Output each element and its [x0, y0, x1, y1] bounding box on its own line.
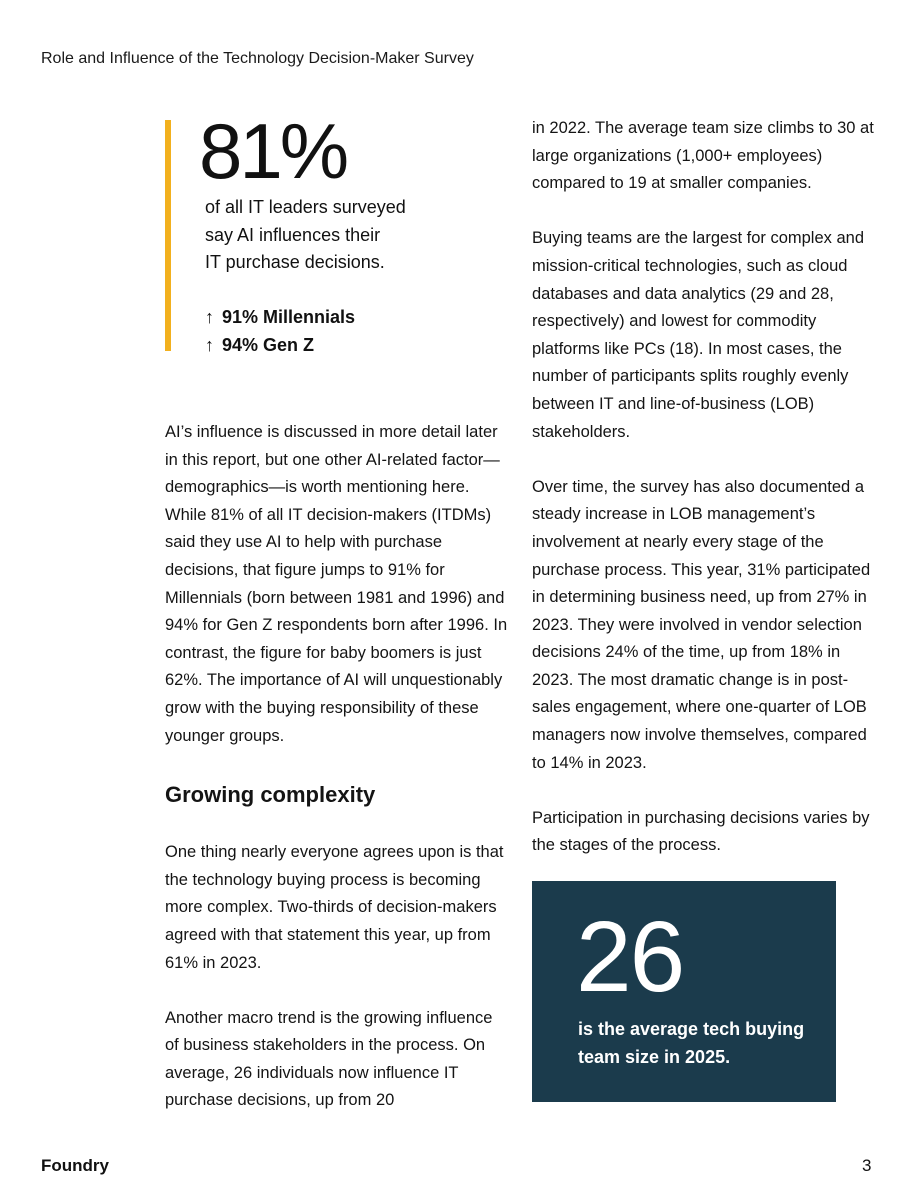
callout-line: IT purchase decisions. [205, 252, 385, 272]
paragraph-macro-trend: Another macro trend is the growing influence of business stakeholders in the process. On average, 26 individuals now influence IT purchase decisions, up from 20 [165, 1008, 493, 1110]
paragraph-ai-influence: AI’s influence is discussed in more detail later in this report, but one other AI-related factor—demographics—is worth mentioning here. While 81% of all IT decision-makers (ITDMs) said they use AI to help with purchase decisions, that figure jumps to 91% for Millennials (born between 1981 and 1996) and 94% for Gen Z respondents born after 1996. In contrast, the figure for baby boomers is just 62%. The importance of AI will unquestionably grow with the buying responsibility of these younger groups. [165, 423, 508, 745]
callout-stat-item [205, 304, 355, 332]
section-heading: Growing complexity [165, 782, 376, 808]
running-header: Role and Influence of the Technology Decision-Maker Survey [41, 50, 474, 67]
arrow-up-icon: ↑ [205, 334, 214, 355]
arrow-up-icon: ↑ [205, 307, 214, 327]
stat-gen-z: 94% Gen Z [222, 334, 315, 355]
paragraph-team-size: in 2022. The average team size climbs to 30 at large organizations (1,000+ employees) compared to 19 at smaller companies. [532, 119, 874, 193]
stat-callout-81 [165, 107, 491, 355]
callout-stats [205, 304, 355, 359]
callout-line: say AI influences their [205, 224, 381, 245]
footer-brand-logo: Foundry [41, 1156, 109, 1175]
right-column [532, 115, 877, 888]
page-number: 3 [862, 1156, 872, 1175]
callout-stat-item [205, 332, 355, 360]
stat-box-value: 26 [576, 901, 684, 1013]
callout-line: of all IT leaders surveyed [205, 197, 406, 217]
callout-stat: 81% [199, 107, 347, 195]
paragraph-participation: Participation in purchasing decisions varies by the stages of the process. [532, 808, 870, 855]
stat-box-26 [532, 881, 836, 1102]
paragraph-buying-teams: Buying teams are the largest for complex and mission-critical technologies, such as cloud databases and data analytics (29 and 28, respectively) and lowest for commodity platforms like PCs (18). In most cases, the number of participants splits roughly evenly between IT and line-of-business (LOB) stakeholders. [532, 229, 865, 441]
callout-description [205, 194, 455, 277]
stat-box-label: is the average tech buying team size in 2025. [578, 1019, 805, 1067]
paragraph-lob-involvement: Over time, the survey has also documented a steady increase in LOB management’s involvement at nearly every stage of the purchase process. This year, 31% participated in determining business need, up from 27% in 2023. They were involved in vendor selection decisions 24% of the time, up from 18% in 2023. The most dramatic change is in post-sales engagement, where one-quarter of LOB managers now involve themselves, compared to 14% in 2023. [532, 477, 871, 772]
stat-millennials: 91% Millennials [222, 307, 356, 327]
left-column [165, 419, 510, 1115]
paragraph-complexity: One thing nearly everyone agrees upon is that the technology buying process is becoming more complex. Two-thirds of decision-makers agreed with that statement this year, up from 61% in 2023. [165, 843, 504, 972]
